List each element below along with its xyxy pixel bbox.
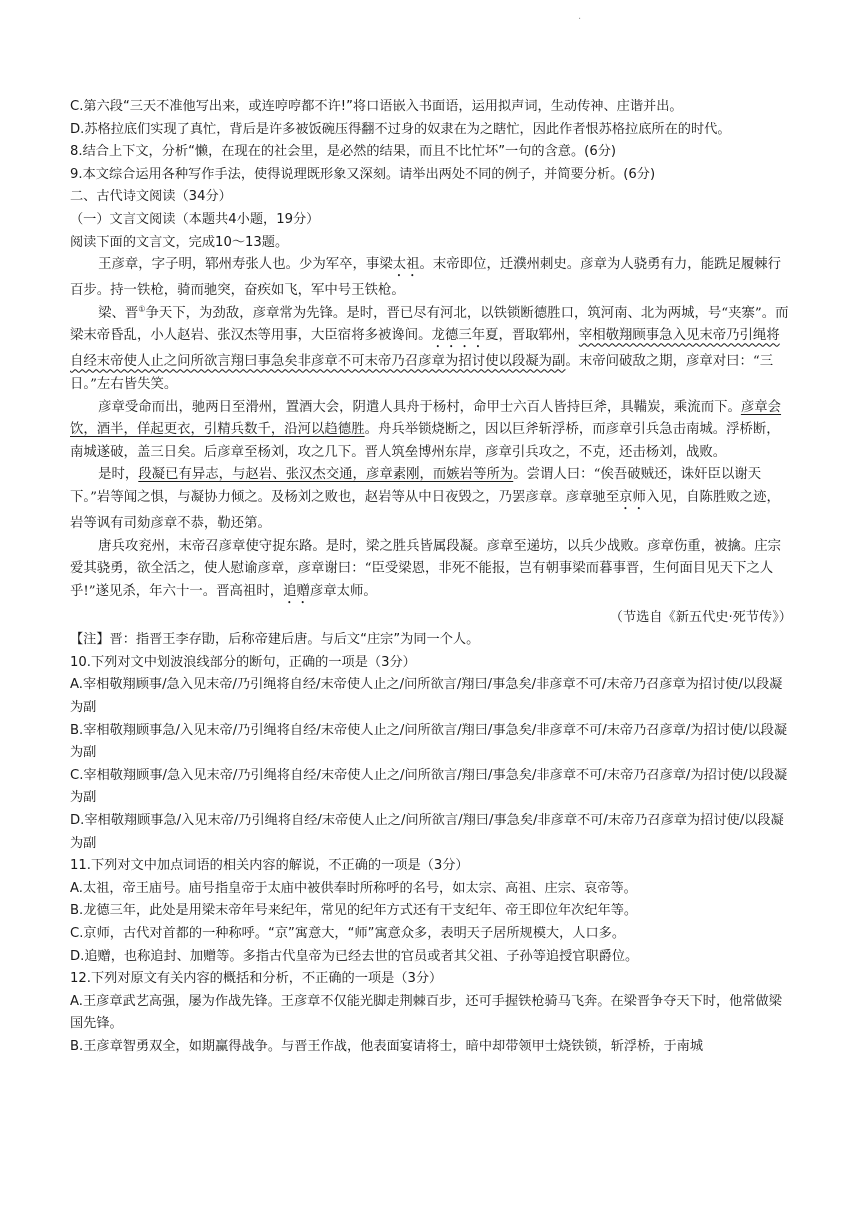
- underlined-sentence-1: 彦章会饮，酒半，佯起更衣，引精兵数千，沿河以趋德胜: [70, 399, 782, 438]
- question-9: 9.本文综合运用各种写作手法，使得说理既形象又深刻。请举出两处不同的例子，并简要分析。(6分): [70, 166, 656, 182]
- passage-text: 。舟兵举锁烧断之，因以巨斧斩浮桥，而彦章引兵急击南城。浮桥断，南城遂破，盖三日矣。后彦章至杨刘，攻之几下。晋人筑垒博州东岸，彦章引兵攻之，不克，还击杨刘，战败。: [70, 422, 780, 460]
- passage-paragraph-1: [70, 254, 792, 303]
- passage-paragraph-4: [70, 464, 792, 535]
- question-12-option-b: B.王彦章智勇双全，如期赢得战争。与晋王作战，他表面宴请将士，暗中却带领甲士烧铁锁，斩浮桥，于南城: [70, 1038, 704, 1054]
- question-10-option-d: D.宰相敬翔顾事急/入见末帝/乃引绳将自经/末帝使人止之/问所欲言/翔曰/事急矣/非彦章不可/末帝乃召彦章为招讨使/以段凝为副: [70, 813, 784, 851]
- option-7d: D.苏格拉底们实现了真忙，背后是许多被饭碗压得翻不过身的奴隶在为之瞎忙，因此作者恨苏格拉底所在的时代。: [70, 121, 731, 137]
- dotted-term-zhuizeng: 追赠: [283, 583, 310, 599]
- question-11: 11.下列对文中加点词语的相关内容的解说，不正确的一项是（3分）: [70, 858, 469, 874]
- passage-source: （节选自《新五代史·死节传》）: [609, 609, 792, 625]
- wavy-underlined-sentence: 宰相敬翔顾事急入见末帝乃引绳将自经末帝使人止之问所欲言翔曰事急矣非彦章不可末帝乃召彦章为招讨使以段凝为副: [70, 328, 780, 370]
- passage-text: 是时，: [98, 467, 139, 483]
- subsection-heading: （一）文言文阅读（本题共4小题，19分）: [70, 211, 320, 227]
- page-content: [70, 96, 792, 1059]
- underlined-sentence-2: 段凝已有异志，与赵岩、张汉杰交通，彦章素刚，而嫉岩等所为: [138, 467, 514, 483]
- question-10: 10.下列对文中划波浪线部分的断句，正确的一项是（3分）: [70, 654, 416, 670]
- dotted-term-longde: 龙德三年: [431, 328, 486, 344]
- question-11-option-b: B.龙德三年，此处是用梁末帝年号来纪年，常见的纪年方式还有干支纪年、帝王即位年次纪年等。: [70, 903, 638, 919]
- passage-note: 【注】晋：指晋王李存勖，后称帝建后唐。与后文“庄宗”为同一个人。: [70, 632, 480, 648]
- question-10-option-a: A.宰相敬翔顾事/急入见末帝/乃引绳将自经/末帝使人止之/问所欲言/翔曰/事急矣/非彦章不可/末帝乃召彦章为招讨使/以段凝为副: [70, 677, 783, 716]
- section-heading-2: 二、古代诗文阅读（34分）: [70, 189, 232, 205]
- passage-paragraph-5: [70, 536, 792, 607]
- passage-text: 。尝谓人曰：“俟吾破贼还，诛奸臣以谢天下。”岩等闻之惧，与凝协力倾之。及杨刘之败也，赵岩等从中日夜毁之，乃罢彦章。彦章驰至: [70, 467, 762, 505]
- question-11-option-c: C.京师，古代对首都的一种称呼。“京”寓意大，“师”寓意众多，表明天子居所规模大，人口多。: [70, 926, 626, 941]
- question-8: 8.结合上下文，分析“懒，在现在的社会里，是必然的结果，而且不比忙坏”一句的含意。(6分): [70, 144, 617, 160]
- question-11-option-d: D.追赠，也称追封、加赠等。多指古代皇帝为已经去世的官员或者其父祖、子孙等追授官职爵位。: [70, 948, 639, 964]
- passage-text: 。末帝即位，迁濮州刺史。彦章为人骁勇有力，能跣足履棘行百步。持一铁枪，骑而驰突，奋疾如飞，军中号王铁枪。: [70, 257, 782, 299]
- passage-paragraph-2: [70, 303, 792, 397]
- question-10-option-c: C.宰相敬翔顾事/急入见末帝/乃引绳将自经/末帝使人止之/问所欲言/翔曰/事急矣/非彦章不可/末帝乃召彦章/为招讨使/以段凝为副: [70, 767, 788, 806]
- passage-text: 梁、晋: [98, 305, 139, 321]
- question-12-option-a: A.王彦章武艺高强，屡为作战先锋。王彦章不仅能光脚走荆棘百步，还可手握铁枪骑马飞奔。在梁晋争夺天下时，他常做梁国先锋。: [70, 993, 782, 1032]
- question-10-option-b: B.宰相敬翔顾事急/入见末帝/乃引绳将自经/末帝使人止之/问所欲言/翔曰/事急矣/非彦章不可/末帝乃召彦章/为招讨使/以段凝为副: [70, 722, 788, 761]
- question-12: 12.下列对原文有关内容的概括和分析，不正确的一项是（3分）: [70, 971, 443, 987]
- passage-text: 王彦章，字子明，郓州寿张人也。少为军卒，事梁: [98, 257, 393, 273]
- footnote-marker: ①: [138, 304, 146, 314]
- passage-text: 。末帝问破敌之期，彦章对曰：“三日。”左右皆失笑。: [70, 354, 774, 392]
- question-11-option-a: A.太祖，帝王庙号。庙号指皇帝于太庙中被供奉时所称呼的名号，如太宗、高祖、庄宗、哀帝等。: [70, 880, 637, 896]
- passage-text: 入见，自陈胜败之迹，岩等讽有司劾彦章不恭，勒还第。: [70, 489, 780, 531]
- passage-text: 争天下，为劲敌，彦章常为先锋。是时，晋已尽有河北，以铁锁断德胜口，筑河南、北为两城，号“夹寨”。而梁末帝昏乱，小人赵岩、张汉杰等用事，大臣宿将多被谗间。: [70, 305, 789, 344]
- passage-text: 彦章受命而出，驰两日至滑州，置酒大会，阴遣人具舟于杨村，命甲士六百人皆持巨斧，具鞴炭，乘流而下。: [98, 399, 741, 415]
- reading-instruction: 阅读下面的文言文，完成10～13题。: [70, 234, 289, 250]
- dotted-term-taizu: 太祖: [392, 257, 420, 273]
- header-mark: ·: [578, 14, 582, 25]
- passage-paragraph-3: [70, 397, 792, 465]
- option-7c: C.第六段“三天不准他写出来，或连哼哼都不许!”将口语嵌入书面语，运用拟声词，生动传神、庄谐并出。: [70, 99, 683, 114]
- passage-text: 夏，晋取郓州，: [485, 328, 579, 344]
- passage-text: 彦章太师。: [309, 583, 377, 599]
- passage-text: 唐兵攻兖州，末帝召彦章使守捉东路。是时，梁之胜兵皆属段凝。彦章至递坊，以兵少战败。彦章伤重，被擒。庄宗爱其骁勇，欲全活之，使人慰谕彦章，彦章谢曰：“臣受梁恩，非死不能报，岂有朝事梁而暮事晋，生何面目见天下之人乎!”遂见杀，年六十一。晋高祖时，: [70, 538, 782, 599]
- dotted-term-jingshi: 京师: [619, 489, 646, 505]
